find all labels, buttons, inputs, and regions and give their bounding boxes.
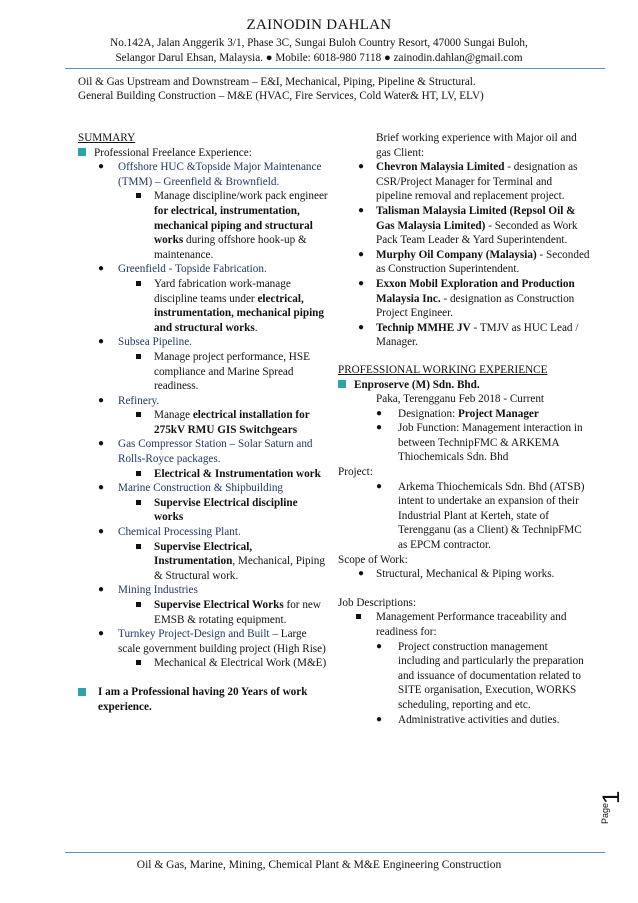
project-item: ● Arkema Thiochemicals Sdn. Bhd (ATSB) intent to undertake an expansion of their Industrial Plant at Kerteh, state of Terengganu (as a Client) & TechnipFMC as EPCM contractor. <box>376 480 585 552</box>
square-bullet-icon <box>136 500 141 505</box>
job-descriptions-label: Job Descriptions: <box>338 596 416 609</box>
header-divider <box>65 68 605 69</box>
page-number <box>598 776 625 836</box>
bullet-icon: ● <box>98 526 105 538</box>
square-bullet-icon <box>136 471 141 476</box>
bullet-icon: ● <box>358 568 365 580</box>
summary-item: ● Offshore HUC &Topside Major Maintenance (TMM) – Greenfield & Brownfield. <box>98 161 322 188</box>
bullet-icon: ● <box>358 248 365 260</box>
left-column <box>78 131 328 714</box>
client-item: ● Talisman Malaysia Limited (Repsol Oil & Gas Malaysia Limited) - Seconded as Work Pack Team Leader & Yard Superintendent. <box>358 204 578 247</box>
bullet-icon: ● <box>98 584 105 596</box>
client-item: ● Murphy Oil Company (Malaysia) - Seconded as Construction Superintendent. <box>358 248 590 276</box>
bullet-icon: ● <box>98 161 105 173</box>
client-item: ● Exxon Mobil Exploration and Production Malaysia Inc. - designation as Construction Project Engineer. <box>358 277 575 320</box>
bullet-icon: ● <box>98 482 105 494</box>
square-bullet-icon <box>356 614 361 619</box>
square-bullet-icon <box>78 688 86 696</box>
address-line-2: Selangor Darul Ehsan, Malaysia. ● Mobile: 6018-980 7118 ● zainodin.dahlan@gmail.com <box>115 51 523 64</box>
summary-subitem: Supervise Electrical Works for new EMSB & rotating equipment. <box>78 598 328 627</box>
page-number-value: 1 <box>598 790 625 804</box>
company-name: Enproserve (M) Sdn. Bhd. <box>338 378 590 393</box>
summary-item: ● Turnkey Project-Design and Built – Large scale government building project (High Rise) <box>98 628 326 655</box>
summary-subitem: Electrical & Instrumentation work <box>78 467 328 482</box>
project-label: Project: <box>338 466 373 479</box>
page-label: Page <box>600 802 610 824</box>
experience-statement: I am a Professional having 20 Years of work experience. <box>78 685 328 714</box>
client-item: ● Technip MMHE JV - TMJV as HUC Lead / Manager. <box>358 321 579 349</box>
client-item: ● Chevron Malaysia Limited - designation as CSR/Project Manager for Terminal and pipeline removal and replacement project. <box>358 161 578 203</box>
square-bullet-icon <box>136 412 141 417</box>
experience-heading: PROFESSIONAL WORKING EXPERIENCE <box>338 363 548 376</box>
bullet-icon: ● <box>376 480 383 492</box>
bullet-icon: ● <box>98 394 105 406</box>
square-bullet-icon <box>136 281 141 286</box>
summary-subitem: Manage project performance, HSE compliance and Marine Spread readiness. <box>78 350 328 394</box>
bullet-icon: ● <box>376 407 383 419</box>
bullet-icon: ● <box>358 161 365 173</box>
bullet-icon: ● <box>358 277 365 289</box>
designation-item: ● Designation: Project Manager <box>376 407 539 420</box>
scope-item: ● Structural, Mechanical & Piping works. <box>358 568 555 581</box>
scope-label: Scope of Work: <box>338 553 408 566</box>
bullet-icon: ● <box>358 204 365 216</box>
summary-subitem: Manage discipline/work pack engineer for electrical, instrumentation, mechanical piping and structural works during offshore hook-up & maintenance. <box>78 189 328 262</box>
bullet-icon: ● <box>98 628 105 640</box>
summary-item: ● Chemical Processing Plant. <box>98 526 241 539</box>
job-description-item: ● Administrative activities and duties. <box>376 713 560 726</box>
freelance-label: Professional Freelance Experience: <box>78 146 328 161</box>
job-description-main: Management Performance traceability and readiness for: <box>338 610 590 639</box>
address-line-1: No.142A, Jalan Anggerik 3/1, Phase 3C, Sungai Buloh Country Resort, 47000 Sungai Buloh, <box>110 37 528 49</box>
square-bullet-icon <box>136 354 141 359</box>
job-description-item: ● Project construction management including and particularly the preparation and issuance of documentation related to SITE organisation, Execution, WORKS scheduling, reporting and etc. <box>376 640 584 711</box>
bullet-icon: ● <box>98 336 105 348</box>
summary-item: ● Greenfield - Topside Fabrication. <box>98 263 267 276</box>
summary-subitem: Supervise Electrical discipline works <box>78 496 328 525</box>
summary-subitem: Mechanical & Electrical Work (M&E) <box>78 656 328 671</box>
square-bullet-icon <box>338 380 346 388</box>
bullet-icon: ● <box>376 422 383 434</box>
tagline <box>78 75 608 103</box>
contact-address <box>60 36 578 65</box>
bullet-icon: ● <box>98 263 105 275</box>
location-date: Paka, Terengganu Feb 2018 - Current <box>376 393 545 406</box>
bullet-icon: ● <box>376 713 383 725</box>
square-bullet-icon <box>136 193 141 198</box>
square-bullet-icon <box>78 148 86 156</box>
summary-item: ● Marine Construction & Shipbuilding <box>98 482 284 495</box>
summary-subitem: Manage electrical installation for 275kV RMU GIS Switchgears <box>78 408 328 437</box>
bullet-icon: ● <box>358 321 365 333</box>
square-bullet-icon <box>136 602 141 607</box>
footer-text: Oil & Gas, Marine, Mining, Chemical Plant & M&E Engineering Construction <box>136 859 502 871</box>
square-bullet-icon <box>136 544 141 549</box>
summary-heading: SUMMARY <box>78 132 136 144</box>
brief-intro: Brief working experience with Major oil and gas Client: <box>376 132 577 159</box>
resume-name: ZAINODIN DAHLAN <box>246 17 392 33</box>
tagline-line-2: General Building Construction – M&E (HVAC, Fire Services, Cold Water& HT, LV, ELV) <box>78 90 484 102</box>
summary-subitem: Supervise Electrical, Instrumentation, Mechanical, Piping & Structural work. <box>78 540 328 584</box>
summary-item: ● Refinery. <box>98 394 160 407</box>
footer-divider <box>65 852 605 853</box>
summary-subitem: Yard fabrication work-manage discipline teams under electrical, instrumentation, mechanical piping and structural works. <box>78 277 328 335</box>
bullet-icon: ● <box>98 438 105 450</box>
tagline-line-1: Oil & Gas Upstream and Downstream – E&I, Mechanical, Piping, Pipeline & Structural. <box>78 76 476 88</box>
square-bullet-icon <box>136 660 141 665</box>
summary-item: ● Subsea Pipeline. <box>98 336 192 349</box>
bullet-icon: ● <box>376 640 383 652</box>
job-function-item: ● Job Function: Management interaction in between TechnipFMC & ARKEMA Thiochemicals Sdn. Bhd <box>376 422 583 464</box>
summary-item: ● Gas Compressor Station – Solar Saturn and Rolls-Royce packages. <box>98 438 313 466</box>
right-column <box>338 131 590 727</box>
summary-item: ● Mining Industries <box>98 584 198 597</box>
